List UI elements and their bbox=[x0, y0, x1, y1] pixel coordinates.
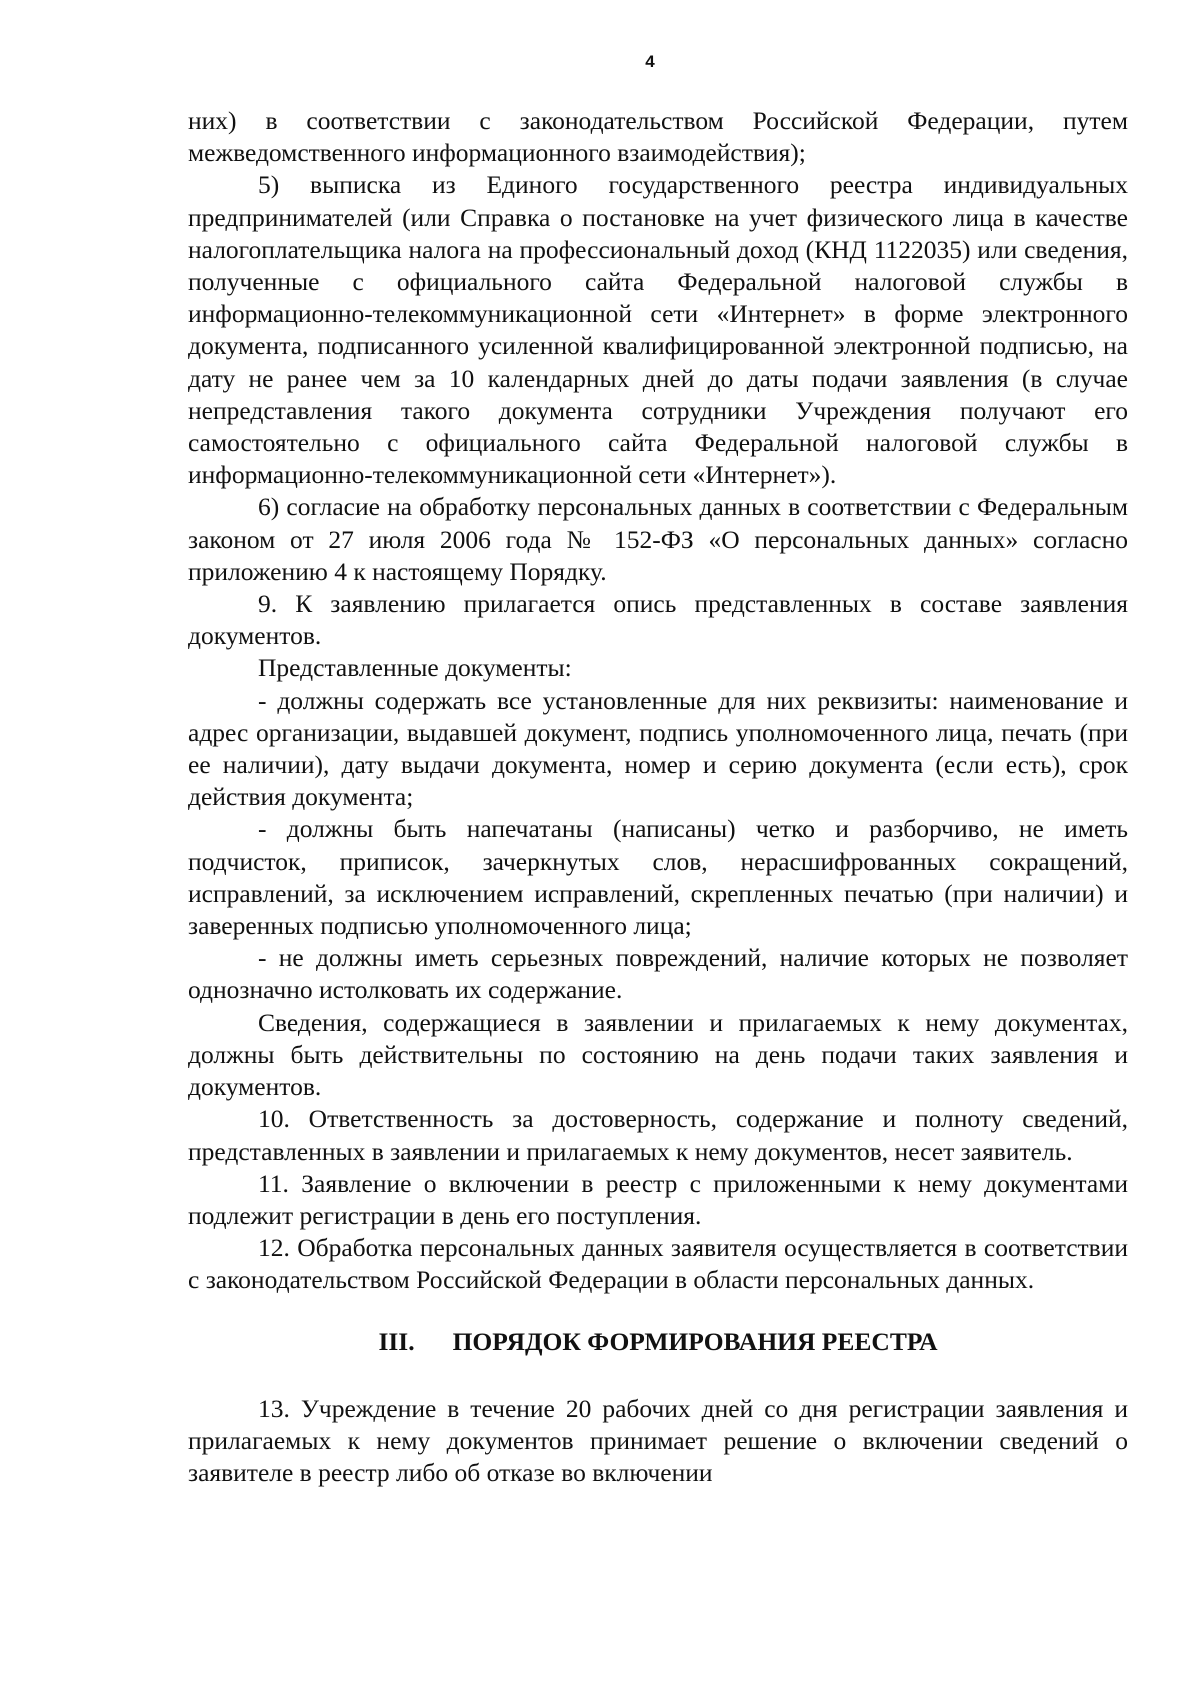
section-heading bbox=[188, 1326, 1128, 1358]
paragraph: 6) согласие на обработку персональных данных в соответствии с Федеральным законом от 27 июля 2006 года № 152-ФЗ «О персональных данных» согласно приложению 4 к настоящему Порядку. bbox=[188, 492, 1128, 586]
paragraph: 9. К заявлению прилагается опись представленных в составе заявления документов. bbox=[188, 589, 1128, 651]
section-title: ПОРЯДОК ФОРМИРОВАНИЯ РЕЕСТРА bbox=[452, 1326, 938, 1356]
paragraph: - должны быть напечатаны (написаны) четко и разборчиво, не иметь подчисток, приписок, зачеркнутых слов, нерасшифрованных сокращений, исправлений, за исключением исправлений, скрепленных печатью (при наличии) и заверенных подписью уполномоченного лица; bbox=[188, 814, 1128, 941]
paragraph: 5) выписка из Единого государственного реестра индивидуальных предпринимателей (или Справка о постановке на учет физического лица в качестве налогоплательщика налога на профессиональный доход (КНД 1122035) или сведения, полученные с официального сайта Федеральной налоговой службы в информационно-телекоммуникационной сети «Интернет» в форме электронного документа, подписанного усиленной квалифицированной электронной подписью, на дату не ранее чем за 10 календарных дней до даты подачи заявления (в случае непредставления такого документа сотрудники Учреждения получают его самостоятельно с официального сайта Федеральной налоговой службы в информационно-телекоммуникационной сети «Интернет»). bbox=[188, 170, 1128, 490]
section-number: III. bbox=[378, 1326, 415, 1356]
paragraph: 12. Обработка персональных данных заявителя осуществляется в соответствии с законодательством Российской Федерации в области персональных данных. bbox=[188, 1233, 1128, 1295]
paragraph: - должны содержать все установленные для них реквизиты: наименование и адрес организации, выдавшей документ, подпись уполномоченного лица, печать (при ее наличии), дату выдачи документа, номер и серию документа (если есть), срок действия документа; bbox=[188, 685, 1128, 812]
paragraph: Сведения, содержащиеся в заявлении и прилагаемых к нему документах, должны быть действительны по состоянию на день подачи таких заявления и документов. bbox=[188, 1007, 1128, 1102]
paragraph: 11. Заявление о включении в реестр с приложенными к нему документами подлежит регистрации в день его поступления. bbox=[188, 1168, 1128, 1230]
paragraph: - не должны иметь серьезных повреждений, наличие которых не позволяет однозначно истолковать их содержание. bbox=[188, 943, 1128, 1005]
paragraph: Представленные документы: bbox=[258, 653, 572, 683]
paragraph: 10. Ответственность за достоверность, содержание и полноту сведений, представленных в заявлении и прилагаемых к нему документов, несет заявитель. bbox=[188, 1104, 1128, 1166]
paragraph: 13. Учреждение в течение 20 рабочих дней со дня регистрации заявления и прилагаемых к нему документов принимает решение о включении сведений о заявителе в реестр либо об отказе во включении bbox=[188, 1393, 1128, 1488]
document-body bbox=[188, 105, 1128, 1489]
paragraph: них) в соответствии с законодательством Российской Федерации, путем межведомственного информационного взаимодействия); bbox=[188, 106, 1128, 168]
page-number: 4 bbox=[645, 52, 655, 71]
